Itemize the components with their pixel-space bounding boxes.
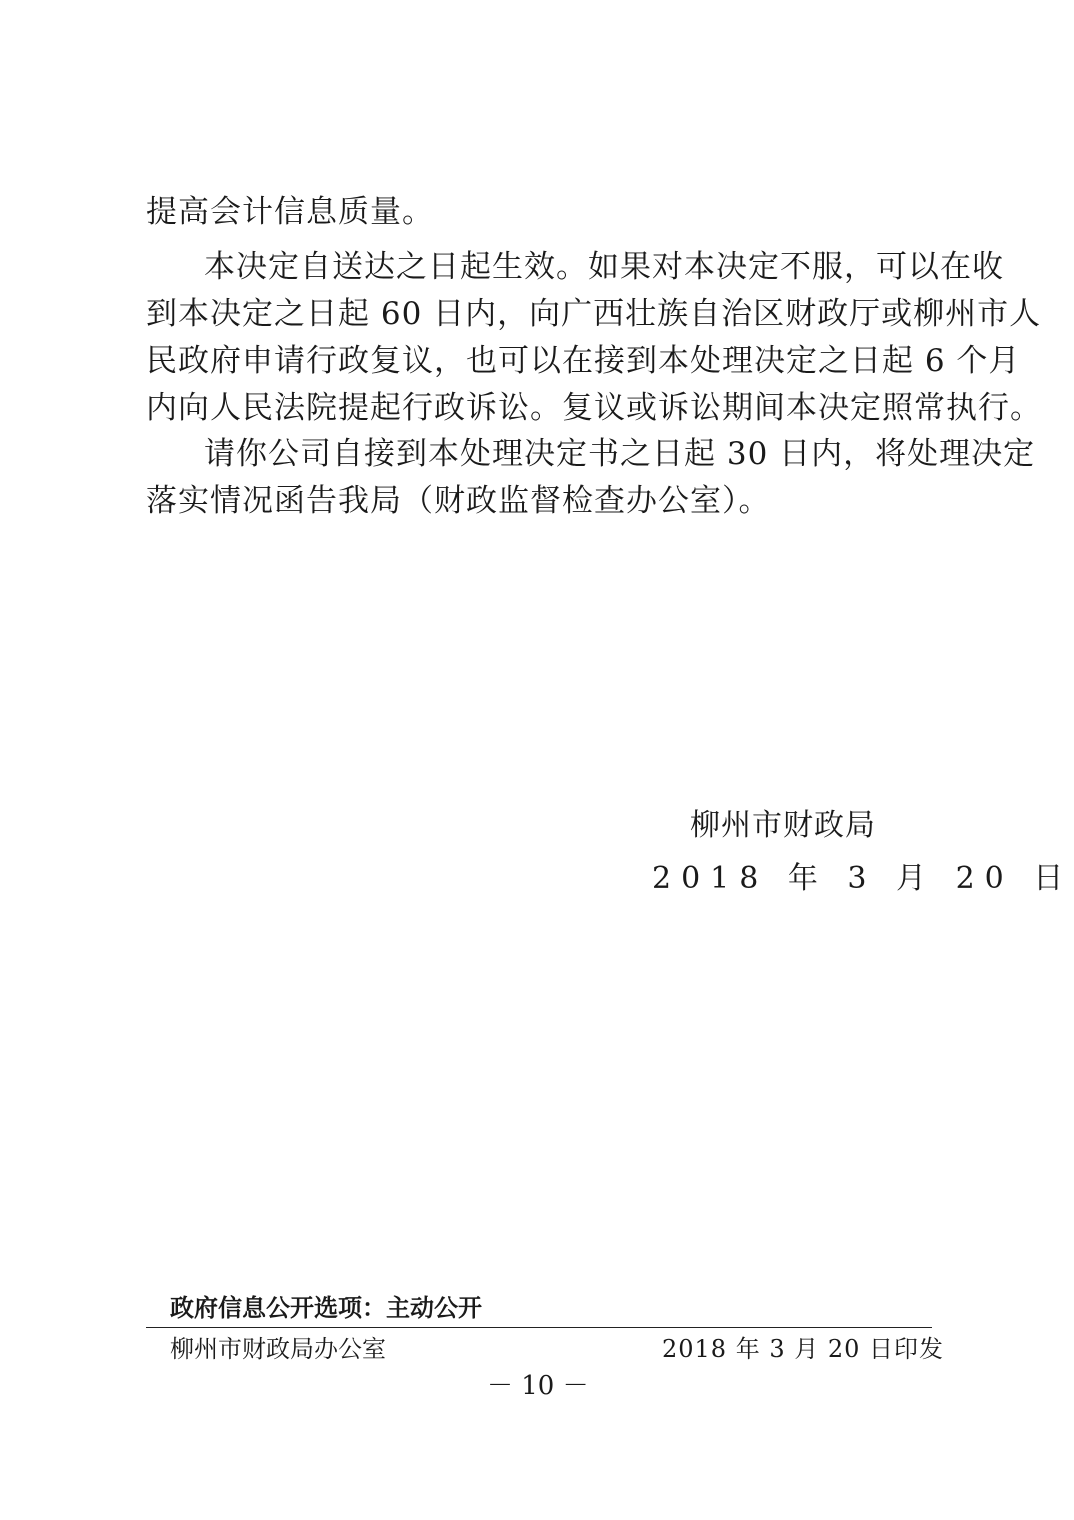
paragraph-line: 到本决定之日起 60 日内，向广西壮族自治区财政厅或柳州市人 xyxy=(146,296,1042,332)
footer-divider xyxy=(146,1327,932,1328)
disclosure-option: 政府信息公开选项：主动公开 xyxy=(170,1294,482,1322)
paragraph-line: 提高会计信息质量。 xyxy=(146,194,434,230)
issue-date: 2018 年 3 月 20 日印发 xyxy=(662,1335,945,1363)
paragraph-line: 内向人民法院提起行政诉讼。复议或诉讼期间本决定照常执行。 xyxy=(146,390,1042,426)
signature-date: 2018 年 3 月 20 日 xyxy=(652,861,1074,896)
issuing-office: 柳州市财政局办公室 xyxy=(170,1335,386,1363)
paragraph-line: 落实情况函告我局（财政监督检查办公室）。 xyxy=(146,483,771,519)
paragraph-line: 本决定自送达之日起生效。如果对本决定不服，可以在收 xyxy=(204,249,1004,285)
page-number: － 10 － xyxy=(487,1371,589,1401)
paragraph-line: 请你公司自接到本处理决定书之日起 30 日内，将处理决定 xyxy=(204,436,1036,472)
signature-organization: 柳州市财政局 xyxy=(690,808,876,843)
paragraph-line: 民政府申请行政复议，也可以在接到本处理决定之日起 6 个月 xyxy=(146,343,1021,379)
